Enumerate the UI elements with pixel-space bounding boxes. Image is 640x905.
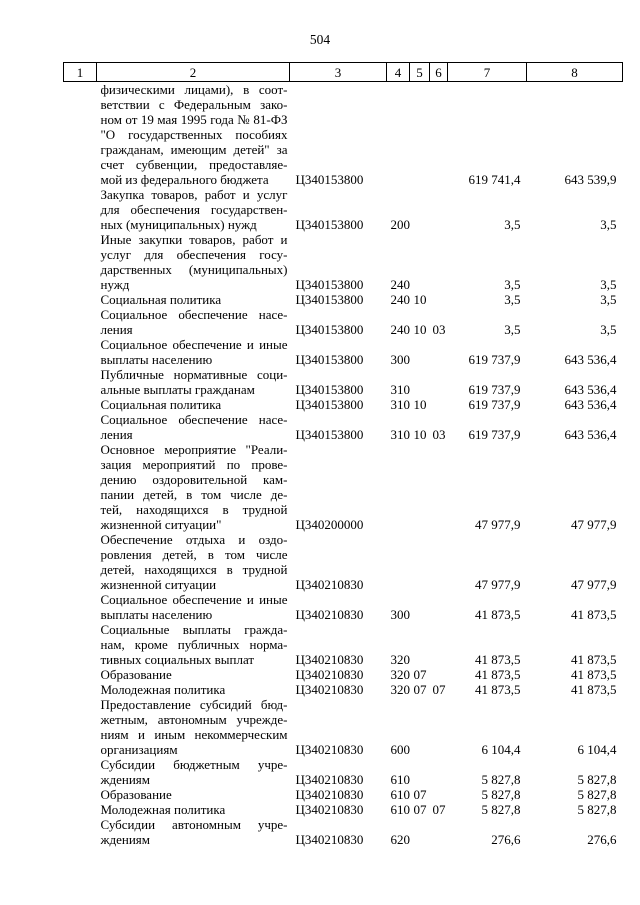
section-code-cell xyxy=(410,232,430,292)
expense-type-cell: 310 xyxy=(390,397,410,412)
expense-type-cell: 310 xyxy=(390,382,410,397)
activity-name-line: пании детей, в том числе де- xyxy=(100,487,288,502)
expense-type-cell: 300 xyxy=(390,352,410,367)
activity-name-cell xyxy=(97,667,290,682)
section-code-cell: 07 xyxy=(413,802,427,817)
amount-2017-cell: 5 827,8 xyxy=(481,802,521,817)
section-code-cell xyxy=(410,337,430,367)
expense-type-cell xyxy=(387,82,410,188)
subsection-code-cell: 03 xyxy=(432,427,446,442)
activity-name-line: детей, находящихся в трудной xyxy=(100,562,288,577)
activity-name-line: Социальное обеспечение насе- xyxy=(100,307,288,322)
activity-name-line: Обеспечение отдыха и оздо- xyxy=(100,532,288,547)
table-row xyxy=(64,532,623,592)
row-col1-cell xyxy=(64,802,97,817)
table-row xyxy=(64,802,623,817)
amount-2018-cell: 643 536,4 xyxy=(564,382,617,397)
activity-name-line: гражданам, имеющим детей" за xyxy=(100,142,288,157)
row-col1-cell xyxy=(64,82,97,188)
expense-type-cell: 610 xyxy=(390,787,410,802)
table-row xyxy=(64,682,623,697)
row-col1-cell xyxy=(64,667,97,682)
expense-type-cell xyxy=(387,442,410,532)
subsection-code-cell xyxy=(430,292,448,307)
subsection-code-cell xyxy=(430,442,448,532)
header-cell-3: 3 xyxy=(290,63,387,82)
activity-name-cell xyxy=(97,802,290,817)
activity-name-line: зация мероприятий по прове- xyxy=(100,457,288,472)
row-col1-cell xyxy=(64,187,97,232)
target-article-code-cell: Ц340210830 xyxy=(295,577,364,592)
table-row xyxy=(64,412,623,442)
target-article-code-cell: Ц340210830 xyxy=(295,772,364,787)
section-code-cell: 10 xyxy=(413,427,427,442)
table-row xyxy=(64,232,623,292)
row-col1-cell xyxy=(64,397,97,412)
subsection-code-cell: 07 xyxy=(432,802,446,817)
amount-2017-cell: 619 737,9 xyxy=(468,397,521,412)
header-cell-4: 4 xyxy=(387,63,410,82)
amount-2018-cell: 3,5 xyxy=(600,217,617,232)
target-article-code-cell: Ц340210830 xyxy=(295,652,364,667)
activity-name-line: Молодежная политика xyxy=(100,682,226,697)
target-article-code-cell: Ц340210830 xyxy=(295,667,364,682)
activity-name-line: жизненной ситуации" xyxy=(100,517,222,532)
expense-type-cell: 300 xyxy=(390,607,410,622)
section-code-cell: 07 xyxy=(413,667,427,682)
expense-type-cell: 200 xyxy=(390,217,410,232)
row-col1-cell xyxy=(64,337,97,367)
header-cell-2: 2 xyxy=(97,63,290,82)
section-code-cell xyxy=(410,367,430,397)
expense-type-cell: 610 xyxy=(390,802,410,817)
subsection-code-cell xyxy=(430,187,448,232)
activity-name-cell xyxy=(97,187,290,232)
section-code-cell xyxy=(410,697,430,757)
amount-2018-cell: 5 827,8 xyxy=(577,772,617,787)
table-row xyxy=(64,757,623,787)
amount-2018-cell: 41 873,5 xyxy=(571,667,617,682)
amount-2017-cell: 6 104,4 xyxy=(481,742,521,757)
activity-name-line: нам, кроме публичных норма- xyxy=(100,637,288,652)
expense-type-cell: 240 xyxy=(390,292,410,307)
amount-2018-cell: 3,5 xyxy=(600,277,617,292)
amount-2018-cell: 3,5 xyxy=(600,292,617,307)
budget-table xyxy=(63,62,623,847)
amount-2017-cell: 276,6 xyxy=(491,832,521,847)
activity-name-line: ветствии с Федеральным зако- xyxy=(100,97,288,112)
subsection-code-cell xyxy=(430,82,448,188)
table-row xyxy=(64,667,623,682)
activity-name-cell xyxy=(97,412,290,442)
row-col1-cell xyxy=(64,787,97,802)
table-row xyxy=(64,367,623,397)
activity-name-cell xyxy=(97,682,290,697)
section-code-cell: 07 xyxy=(413,787,427,802)
target-article-code-cell: Ц340153800 xyxy=(295,427,364,442)
amount-2017-cell: 41 873,5 xyxy=(475,667,521,682)
target-article-code-cell: Ц340210830 xyxy=(295,682,364,697)
amount-2018-cell: 276,6 xyxy=(587,832,617,847)
activity-name-line: услуг для обеспечения госу- xyxy=(100,247,288,262)
amount-2017-cell: 41 873,5 xyxy=(475,652,521,667)
subsection-code-cell xyxy=(430,622,448,667)
subsection-code-cell xyxy=(430,757,448,787)
activity-name-line: Предоставление субсидий бюд- xyxy=(100,697,288,712)
table-row xyxy=(64,817,623,847)
subsection-code-cell xyxy=(430,337,448,367)
header-cell-6: 6 xyxy=(430,63,448,82)
activity-name-line: ниям и иным некоммерческим xyxy=(100,727,288,742)
activity-name-line: Социальная политика xyxy=(100,292,222,307)
activity-name-line: Социальная политика xyxy=(100,397,222,412)
activity-name-line: Социальные выплаты гражда- xyxy=(100,622,288,637)
section-code-cell xyxy=(410,82,430,188)
activity-name-cell xyxy=(97,817,290,847)
row-col1-cell xyxy=(64,367,97,397)
amount-2017-cell: 3,5 xyxy=(504,292,521,307)
subsection-code-cell xyxy=(430,397,448,412)
activity-name-cell xyxy=(97,367,290,397)
table-row xyxy=(64,82,623,188)
activity-name-cell xyxy=(97,292,290,307)
amount-2017-cell: 5 827,8 xyxy=(481,787,521,802)
table-row xyxy=(64,697,623,757)
target-article-code-cell: Ц340153800 xyxy=(295,172,364,187)
section-code-cell: 10 xyxy=(413,322,427,337)
activity-name-line: жетным, автономным учрежде- xyxy=(100,712,288,727)
table-row xyxy=(64,337,623,367)
activity-name-cell xyxy=(97,757,290,787)
section-code-cell xyxy=(410,817,430,847)
amount-2017-cell: 619 737,9 xyxy=(468,382,521,397)
amount-2018-cell: 5 827,8 xyxy=(577,802,617,817)
activity-name-cell xyxy=(97,787,290,802)
activity-name-line: счет субвенции, предоставляе- xyxy=(100,157,288,172)
row-col1-cell xyxy=(64,412,97,442)
subsection-code-cell xyxy=(430,667,448,682)
expense-type-cell: 320 xyxy=(390,682,410,697)
activity-name-line: нужд xyxy=(100,277,130,292)
table-row xyxy=(64,592,623,622)
row-col1-cell xyxy=(64,532,97,592)
activity-name-line: Социальное обеспечение насе- xyxy=(100,412,288,427)
activity-name-line: Образование xyxy=(100,667,172,682)
activity-name-cell xyxy=(97,337,290,367)
amount-2018-cell: 41 873,5 xyxy=(571,652,617,667)
activity-name-line: Социальное обеспечение и иные xyxy=(100,592,288,607)
table-header-row xyxy=(64,63,623,82)
target-article-code-cell: Ц340210830 xyxy=(295,742,364,757)
activity-name-line: Иные закупки товаров, работ и xyxy=(100,232,288,247)
activity-name-line: альные выплаты гражданам xyxy=(100,382,255,397)
expense-type-cell xyxy=(387,532,410,592)
target-article-code-cell: Ц340153800 xyxy=(295,292,364,307)
amount-2018-cell: 6 104,4 xyxy=(577,742,617,757)
activity-name-line: Молодежная политика xyxy=(100,802,226,817)
amount-2018-cell: 643 536,4 xyxy=(564,427,617,442)
activity-name-cell xyxy=(97,307,290,337)
amount-2017-cell: 41 873,5 xyxy=(475,607,521,622)
amount-2018-cell: 41 873,5 xyxy=(571,682,617,697)
amount-2018-cell: 41 873,5 xyxy=(571,607,617,622)
section-code-cell xyxy=(410,622,430,667)
amount-2017-cell: 619 737,9 xyxy=(468,352,521,367)
amount-2018-cell: 643 536,4 xyxy=(564,352,617,367)
activity-name-line: Субсидии бюджетным учре- xyxy=(100,757,288,772)
subsection-code-cell xyxy=(430,232,448,292)
activity-name-line: Основное мероприятие "Реали- xyxy=(100,442,288,457)
expense-type-cell: 610 xyxy=(390,772,410,787)
page-number: 504 xyxy=(309,32,331,47)
activity-name-cell xyxy=(97,82,290,188)
section-code-cell: 07 xyxy=(413,682,427,697)
activity-name-line: дению оздоровительной кам- xyxy=(100,472,288,487)
row-col1-cell xyxy=(64,682,97,697)
activity-name-line: выплаты населению xyxy=(100,352,213,367)
section-code-cell xyxy=(410,757,430,787)
target-article-code-cell: Ц340210830 xyxy=(295,802,364,817)
table-body xyxy=(64,82,623,848)
amount-2017-cell: 5 827,8 xyxy=(481,772,521,787)
amount-2017-cell: 47 977,9 xyxy=(475,577,521,592)
expense-type-cell: 320 xyxy=(390,652,410,667)
subsection-code-cell xyxy=(430,592,448,622)
table-row xyxy=(64,442,623,532)
expense-type-cell: 620 xyxy=(390,832,410,847)
expense-type-cell: 240 xyxy=(390,277,410,292)
activity-name-cell xyxy=(97,697,290,757)
activity-name-line: для обеспечения государствен- xyxy=(100,202,288,217)
expense-type-cell: 310 xyxy=(390,427,410,442)
table-row xyxy=(64,292,623,307)
subsection-code-cell xyxy=(430,817,448,847)
expense-type-cell: 600 xyxy=(390,742,410,757)
activity-name-cell xyxy=(97,622,290,667)
amount-2017-cell: 41 873,5 xyxy=(475,682,521,697)
target-article-code-cell: Ц340210830 xyxy=(295,832,364,847)
activity-name-line: ления xyxy=(100,322,133,337)
amount-2018-cell: 47 977,9 xyxy=(571,577,617,592)
activity-name-line: выплаты населению xyxy=(100,607,213,622)
subsection-code-cell xyxy=(430,532,448,592)
activity-name-line: Субсидии автономным учре- xyxy=(100,817,288,832)
amount-2017-cell: 3,5 xyxy=(504,277,521,292)
section-code-cell xyxy=(410,442,430,532)
section-code-cell xyxy=(410,592,430,622)
amount-2017-cell: 619 741,4 xyxy=(468,172,521,187)
table-row xyxy=(64,397,623,412)
activity-name-line: Публичные нормативные соци- xyxy=(100,367,288,382)
target-article-code-cell: Ц340153800 xyxy=(295,217,364,232)
activity-name-line: "О государственных пособиях xyxy=(100,127,288,142)
target-article-code-cell: Ц340153800 xyxy=(295,352,364,367)
section-code-cell xyxy=(410,532,430,592)
activity-name-cell xyxy=(97,397,290,412)
activity-name-line: ровления детей, в том числе xyxy=(100,547,288,562)
subsection-code-cell xyxy=(430,697,448,757)
target-article-code-cell: Ц340153800 xyxy=(295,277,364,292)
subsection-code-cell xyxy=(430,787,448,802)
activity-name-cell xyxy=(97,592,290,622)
activity-name-line: физическими лицами), в соот- xyxy=(100,82,288,97)
subsection-code-cell xyxy=(430,367,448,397)
row-col1-cell xyxy=(64,817,97,847)
activity-name-line: ном от 19 мая 1995 года № 81-ФЗ xyxy=(100,112,288,127)
row-col1-cell xyxy=(64,307,97,337)
amount-2017-cell: 47 977,9 xyxy=(475,517,521,532)
table-row xyxy=(64,787,623,802)
activity-name-cell xyxy=(97,232,290,292)
row-col1-cell xyxy=(64,232,97,292)
table-row xyxy=(64,307,623,337)
row-col1-cell xyxy=(64,697,97,757)
activity-name-line: Закупка товаров, работ и услуг xyxy=(100,187,288,202)
activity-name-line: ных (муниципальных) нужд xyxy=(100,217,257,232)
amount-2018-cell: 47 977,9 xyxy=(571,517,617,532)
header-cell-7: 7 xyxy=(448,63,527,82)
header-cell-8: 8 xyxy=(527,63,623,82)
target-article-code-cell: Ц340153800 xyxy=(295,322,364,337)
amount-2018-cell: 5 827,8 xyxy=(577,787,617,802)
activity-name-cell xyxy=(97,442,290,532)
activity-name-line: ждениям xyxy=(100,772,150,787)
activity-name-line: организациям xyxy=(100,742,178,757)
target-article-code-cell: Ц340153800 xyxy=(295,382,364,397)
activity-name-line: жизненной ситуации xyxy=(100,577,217,592)
activity-name-cell xyxy=(97,532,290,592)
row-col1-cell xyxy=(64,442,97,532)
expense-type-cell: 320 xyxy=(390,667,410,682)
expense-type-cell: 240 xyxy=(390,322,410,337)
amount-2018-cell: 643 539,9 xyxy=(564,172,617,187)
row-col1-cell xyxy=(64,592,97,622)
target-article-code-cell: Ц340210830 xyxy=(295,787,364,802)
target-article-code-cell: Ц340153800 xyxy=(295,397,364,412)
activity-name-line: дарственных (муниципальных) xyxy=(100,262,288,277)
section-code-cell: 10 xyxy=(413,292,427,307)
amount-2018-cell: 3,5 xyxy=(600,322,617,337)
header-cell-1: 1 xyxy=(64,63,97,82)
activity-name-line: тей, находящихся в трудной xyxy=(100,502,288,517)
amount-2017-cell: 619 737,9 xyxy=(468,427,521,442)
section-code-cell: 10 xyxy=(413,397,427,412)
amount-2018-cell: 643 536,4 xyxy=(564,397,617,412)
section-code-cell xyxy=(410,187,430,232)
activity-name-line: мой из федерального бюджета xyxy=(100,172,269,187)
table-row xyxy=(64,622,623,667)
table-row xyxy=(64,187,623,232)
target-article-code-cell: Ц340200000 xyxy=(295,517,364,532)
subsection-code-cell: 03 xyxy=(432,322,446,337)
activity-name-line: тивных социальных выплат xyxy=(100,652,255,667)
activity-name-line: Социальное обеспечение и иные xyxy=(100,337,288,352)
activity-name-line: ления xyxy=(100,427,133,442)
activity-name-line: ждениям xyxy=(100,832,150,847)
amount-2017-cell: 3,5 xyxy=(504,217,521,232)
target-article-code-cell: Ц340210830 xyxy=(295,607,364,622)
row-col1-cell xyxy=(64,622,97,667)
row-col1-cell xyxy=(64,757,97,787)
amount-2017-cell: 3,5 xyxy=(504,322,521,337)
row-col1-cell xyxy=(64,292,97,307)
subsection-code-cell: 07 xyxy=(432,682,446,697)
header-cell-5: 5 xyxy=(410,63,430,82)
activity-name-line: Образование xyxy=(100,787,172,802)
